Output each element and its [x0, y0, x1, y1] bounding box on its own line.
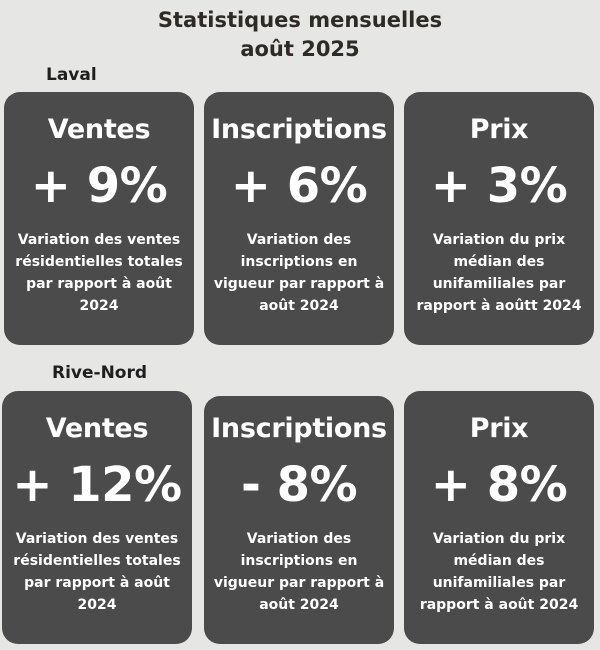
- region-label-rive-nord: Rive-Nord: [52, 363, 148, 383]
- card-value: + 12%: [12, 457, 182, 513]
- card-value: + 9%: [30, 158, 168, 214]
- card-heading: Ventes: [47, 114, 151, 145]
- card-description: Variation du prix médian des unifamiliales par rapport à aoûtt 2024: [416, 232, 582, 314]
- page-title: [0, 6, 600, 64]
- stat-card-rive-nord-inscriptions: [204, 396, 394, 644]
- stat-card-laval-prix: [404, 92, 594, 345]
- card-description: Variation des inscriptions en vigueur par rapport à août 2024: [213, 531, 385, 613]
- stat-card-rive-nord-prix: [404, 391, 594, 644]
- card-description: Variation des ventes résidentielles totales par rapport à août 2024: [13, 531, 181, 613]
- card-value: + 6%: [230, 158, 368, 214]
- stat-card-rive-nord-ventes: [2, 391, 192, 644]
- card-description: Variation des ventes résidentielles totales par rapport à août 2024: [15, 232, 183, 314]
- card-value: + 3%: [430, 158, 568, 214]
- title-line-2: août 2025: [240, 37, 360, 61]
- region-label-laval: Laval: [46, 65, 97, 85]
- card-value: - 8%: [240, 457, 358, 513]
- title-line-1: Statistiques mensuelles: [157, 8, 443, 32]
- card-description: Variation du prix médian des unifamiliales par rapport à août 2024: [419, 531, 579, 613]
- card-heading: Prix: [469, 114, 529, 145]
- card-description: Variation des inscriptions en vigueur par rapport à août 2024: [213, 232, 385, 314]
- card-heading: Prix: [469, 413, 529, 444]
- card-value: + 8%: [430, 457, 568, 513]
- card-heading: Ventes: [45, 413, 149, 444]
- card-heading: Inscriptions: [211, 413, 387, 444]
- stat-card-laval-ventes: [4, 92, 194, 345]
- stat-card-laval-inscriptions: [204, 92, 394, 345]
- card-heading: Inscriptions: [211, 114, 387, 145]
